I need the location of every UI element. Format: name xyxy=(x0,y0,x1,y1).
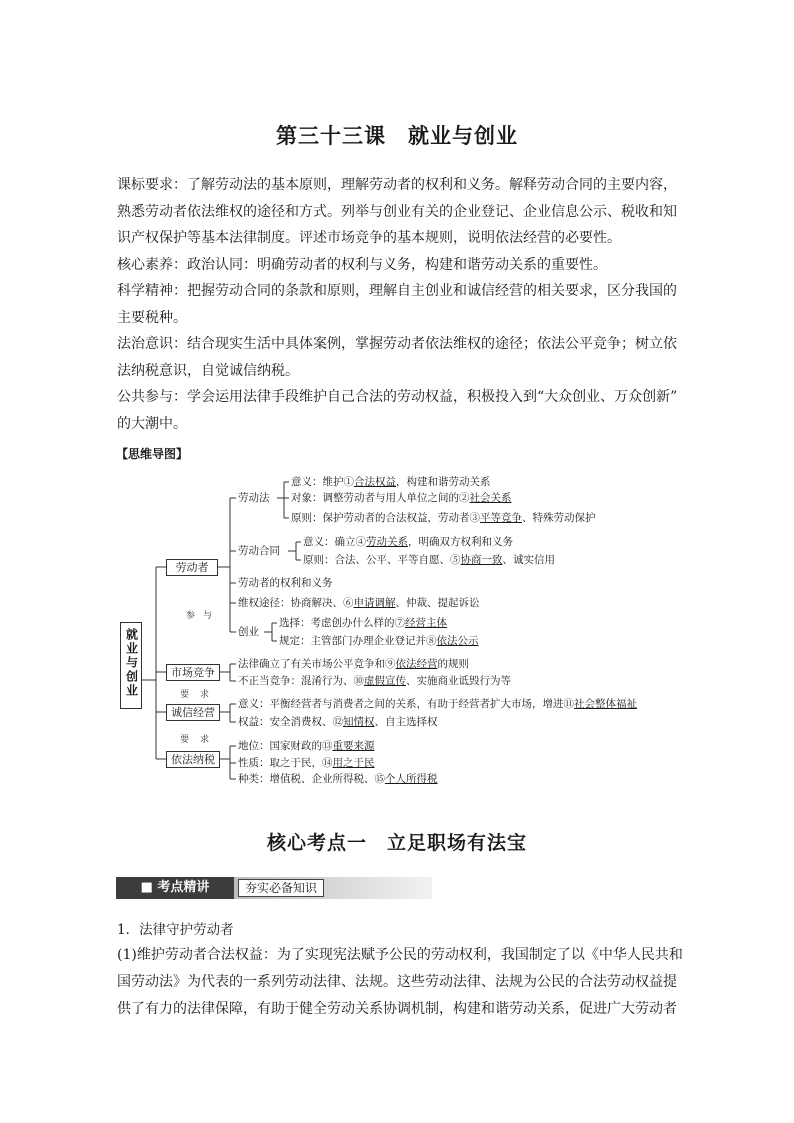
intro-line: 识产权保护等基本法律制度。评述市场竞争的基本规则，说明依法经营的必要性。 xyxy=(117,230,621,246)
banner-label: ■ 考点精讲 xyxy=(116,877,234,899)
answer-blank: 虚假宣传 xyxy=(364,675,406,687)
relation-require: 求 xyxy=(200,735,210,745)
answer-blank: 依法经营 xyxy=(395,658,438,670)
contract-meaning: 意义：确立④劳动关系，明确双方权利和义务 xyxy=(303,536,513,548)
mindmap-label: 【思维导图】 xyxy=(116,447,189,461)
labor-law-object: 对象：调整劳动者与用人单位之间的②社会关系 xyxy=(291,492,512,504)
mindmap xyxy=(114,462,714,807)
body-line: 供了有力的法律保障，有助于健全劳动关系协调机制，构建和谐劳动关系，促进广大劳动者 xyxy=(117,1001,677,1017)
node-startup: 创业 xyxy=(238,626,259,638)
mindmap-root: 就业与创业 xyxy=(120,622,142,709)
relation-participate: 与 xyxy=(203,611,213,621)
answer-blank: 社会整体福祉 xyxy=(574,698,637,710)
answer-blank: 合法权益 xyxy=(354,476,396,488)
startup-choice: 选择：考虑创办什么样的⑦经营主体 xyxy=(279,617,447,629)
answer-blank: 依法公示 xyxy=(436,635,479,647)
node-credit: 诚信经营 xyxy=(166,704,220,721)
answer-blank: 个人所得税 xyxy=(385,773,438,785)
answer-blank: 社会关系 xyxy=(469,492,512,504)
credit-meaning: 意义：平衡经营者与消费者之间的关系，有助于经营者扩大市场，增进⑪社会整体福祉 xyxy=(238,698,637,710)
relation-require: 要 xyxy=(180,735,190,745)
relation-require: 求 xyxy=(200,690,210,700)
intro-line: 熟悉劳动者依法维权的途径和方式。列举与创业有关的企业登记、企业信息公示、税收和知 xyxy=(117,203,677,220)
body-line: 国劳动法》为代表的一系列劳动法律、法规。这些劳动法律、法规为公民的合法劳动权益提 xyxy=(117,974,677,990)
relation-require: 要 xyxy=(180,690,190,700)
answer-blank: 用之于民 xyxy=(332,757,375,769)
node-labor-law: 劳动法 xyxy=(238,492,270,504)
node-market: 市场竞争 xyxy=(166,664,220,681)
relation-participate: 参 xyxy=(186,611,196,621)
market-law: 法律确立了有关市场公平竞争和⑨依法经营的规则 xyxy=(238,658,469,670)
startup-rule: 规定：主管部门办理企业登记并⑧依法公示 xyxy=(279,635,479,647)
lesson-title: 第三十三课 就业与创业 xyxy=(276,124,518,148)
intro-line: 公共参与：学会运用法律手段维护自己合法的劳动权益，积极投入到“大众创业、万众创新” xyxy=(117,389,678,405)
answer-blank: 知情权 xyxy=(343,716,375,728)
intro-line: 课标要求：了解劳动法的基本原则，理解劳动者的权利和义务。解释劳动合同的主要内容， xyxy=(117,177,677,193)
intro-text xyxy=(117,172,683,437)
tax-status: 地位：国家财政的⑬重要来源 xyxy=(238,740,375,752)
body-line: (1)维护劳动者合法权益：为了实现宪法赋予公民的劳动权利，我国制定了以《中华人民共和 xyxy=(117,947,683,963)
banner-tag: 夯实必备知识 xyxy=(238,879,324,897)
labor-law-principle: 原则：保护劳动者的合法权益，劳动者③平等竞争、特殊劳动保护 xyxy=(291,512,596,524)
answer-blank: 经营主体 xyxy=(405,617,447,629)
body-text xyxy=(117,942,683,1023)
node-contract: 劳动合同 xyxy=(238,545,280,557)
answer-blank: 协商一致 xyxy=(460,554,503,566)
intro-line: 法治意识：结合现实生活中具体案例，掌握劳动者依法维权的途径；依法公平竞争；树立依 xyxy=(117,336,677,352)
node-worker: 劳动者 xyxy=(166,559,218,576)
contract-principle: 原则：合法、公平、平等自愿、⑤协商一致、诚实信用 xyxy=(303,554,555,566)
section-title: 核心考点一 立足职场有法宝 xyxy=(266,832,527,854)
answer-blank: 劳动关系 xyxy=(366,536,408,548)
node-protect: 维权途径：协商解决、⑥申请调解、仲裁、提起诉讼 xyxy=(238,597,480,609)
credit-rights: 权益：安全消费权、⑫知情权、自主选择权 xyxy=(238,716,438,728)
labor-law-meaning: 意义：维护①合法权益，构建和谐劳动关系 xyxy=(291,476,491,488)
answer-blank: 申请调解 xyxy=(353,597,396,609)
answer-blank: 重要来源 xyxy=(332,740,375,752)
intro-line: 主要税种。 xyxy=(117,309,187,326)
intro-line: 核心素养：政治认同：明确劳动者的权利与义务，构建和谐劳动关系的重要性。 xyxy=(117,256,607,273)
market-unfair: 不正当竞争：混淆行为、⑩虚假宣传、实施商业诋毁行为等 xyxy=(238,675,511,687)
section-banner xyxy=(116,877,432,899)
node-tax: 依法纳税 xyxy=(166,751,220,768)
intro-line: 的大潮中。 xyxy=(117,415,187,432)
answer-blank: 平等竞争 xyxy=(480,512,522,524)
tax-nature: 性质：取之于民，⑭用之于民 xyxy=(238,757,375,769)
node-rights: 劳动者的权利和义务 xyxy=(238,577,333,589)
subheading: 1．法律守护劳动者 xyxy=(117,922,234,938)
intro-line: 法纳税意识，自觉诚信纳税。 xyxy=(117,362,299,379)
intro-line: 科学精神：把握劳动合同的条款和原则，理解自主创业和诚信经营的相关要求，区分我国的 xyxy=(117,283,677,299)
tax-types: 种类：增值税、企业所得税、⑮个人所得税 xyxy=(238,773,438,785)
